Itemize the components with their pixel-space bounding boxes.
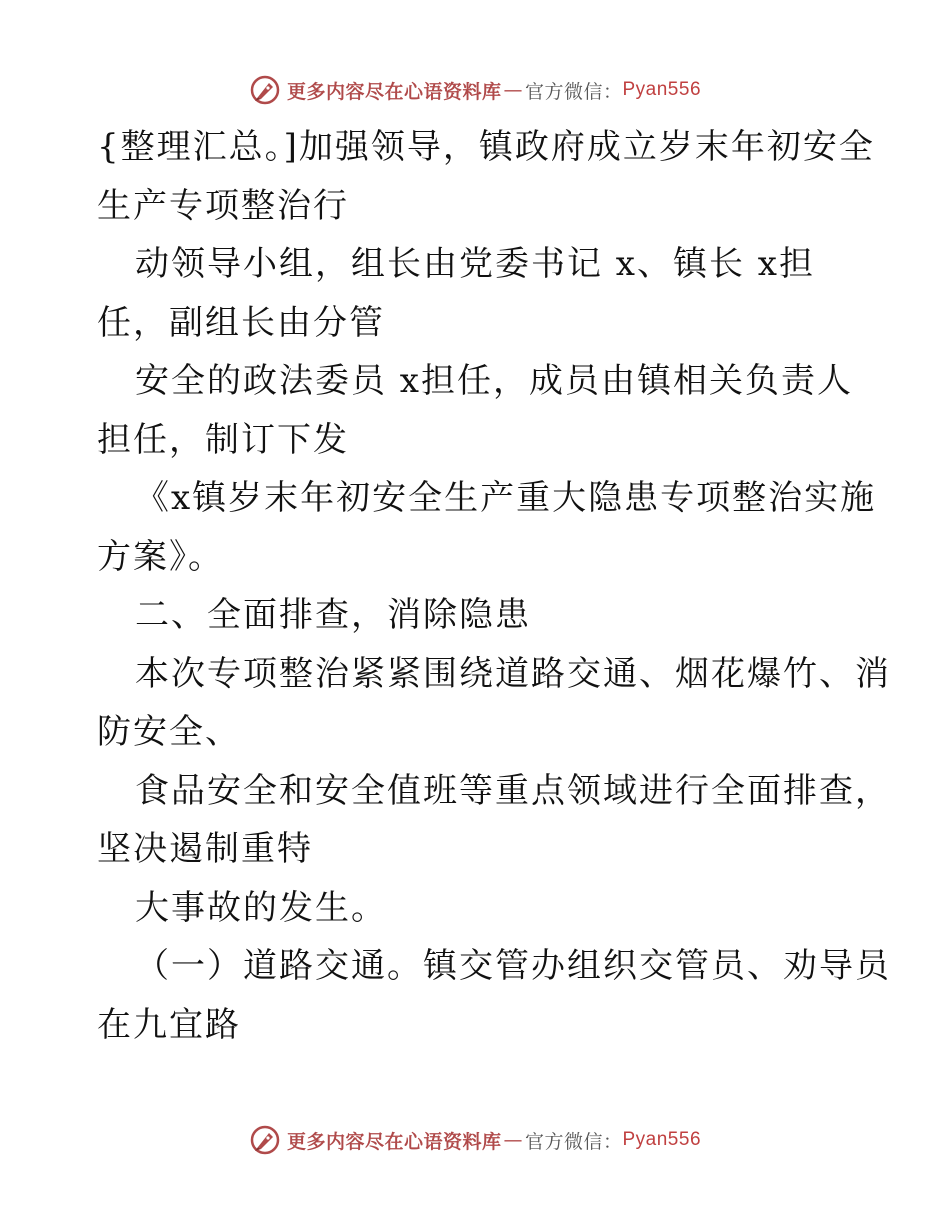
header-watermark-banner xyxy=(0,70,950,110)
section-heading: 二、全面排查，消除隐患 xyxy=(135,595,531,635)
banner-dash: — xyxy=(503,79,523,101)
text-line: 安全的政法委员 x担任，成员由镇相关负责人 xyxy=(135,361,853,401)
banner-handle: Pyan556 xyxy=(622,1129,702,1150)
text-line: 动领导小组，组长由党委书记 x、镇长 x担 xyxy=(135,244,815,284)
text-line: 《x镇岁末年初安全生产重大隐患专项整治实施 xyxy=(135,478,877,518)
text-line: 坚决遏制重特 xyxy=(97,829,313,869)
text-line: 方案》。 xyxy=(97,536,224,577)
banner-label: 更多内容尽在心语资料库 xyxy=(286,1130,502,1153)
banner-dash: — xyxy=(503,1129,523,1151)
text-line: {整理汇总。]加强领导，镇政府成立岁末年初安全 xyxy=(97,127,875,167)
banner-label: 更多内容尽在心语资料库 xyxy=(286,80,502,103)
pen-nib-logo-icon xyxy=(249,74,281,106)
text-line: 任，副组长由分管 xyxy=(97,302,385,343)
document-body xyxy=(97,118,891,1054)
banner-handle: Pyan556 xyxy=(622,79,702,100)
text-line: 本次专项整治紧紧围绕道路交通、烟花爆竹、消 xyxy=(135,653,891,694)
subsection-line: （一）道路交通。镇交管办组织交管员、劝导员 xyxy=(135,946,891,986)
text-line: 食品安全和安全值班等重点领域进行全面排查， xyxy=(135,770,891,811)
text-line: 大事故的发生。 xyxy=(135,887,387,928)
text-line: 在九宜路 xyxy=(97,1004,241,1045)
text-line: 防安全、 xyxy=(97,712,241,752)
banner-official-text: 官方微信： xyxy=(524,80,623,103)
banner-official-text: 官方微信： xyxy=(524,1130,623,1153)
text-line: 担任，制订下发 xyxy=(97,419,349,460)
pen-nib-logo-icon xyxy=(249,1124,281,1156)
footer-watermark-banner xyxy=(0,1120,950,1160)
text-line: 生产专项整治行 xyxy=(97,185,349,226)
